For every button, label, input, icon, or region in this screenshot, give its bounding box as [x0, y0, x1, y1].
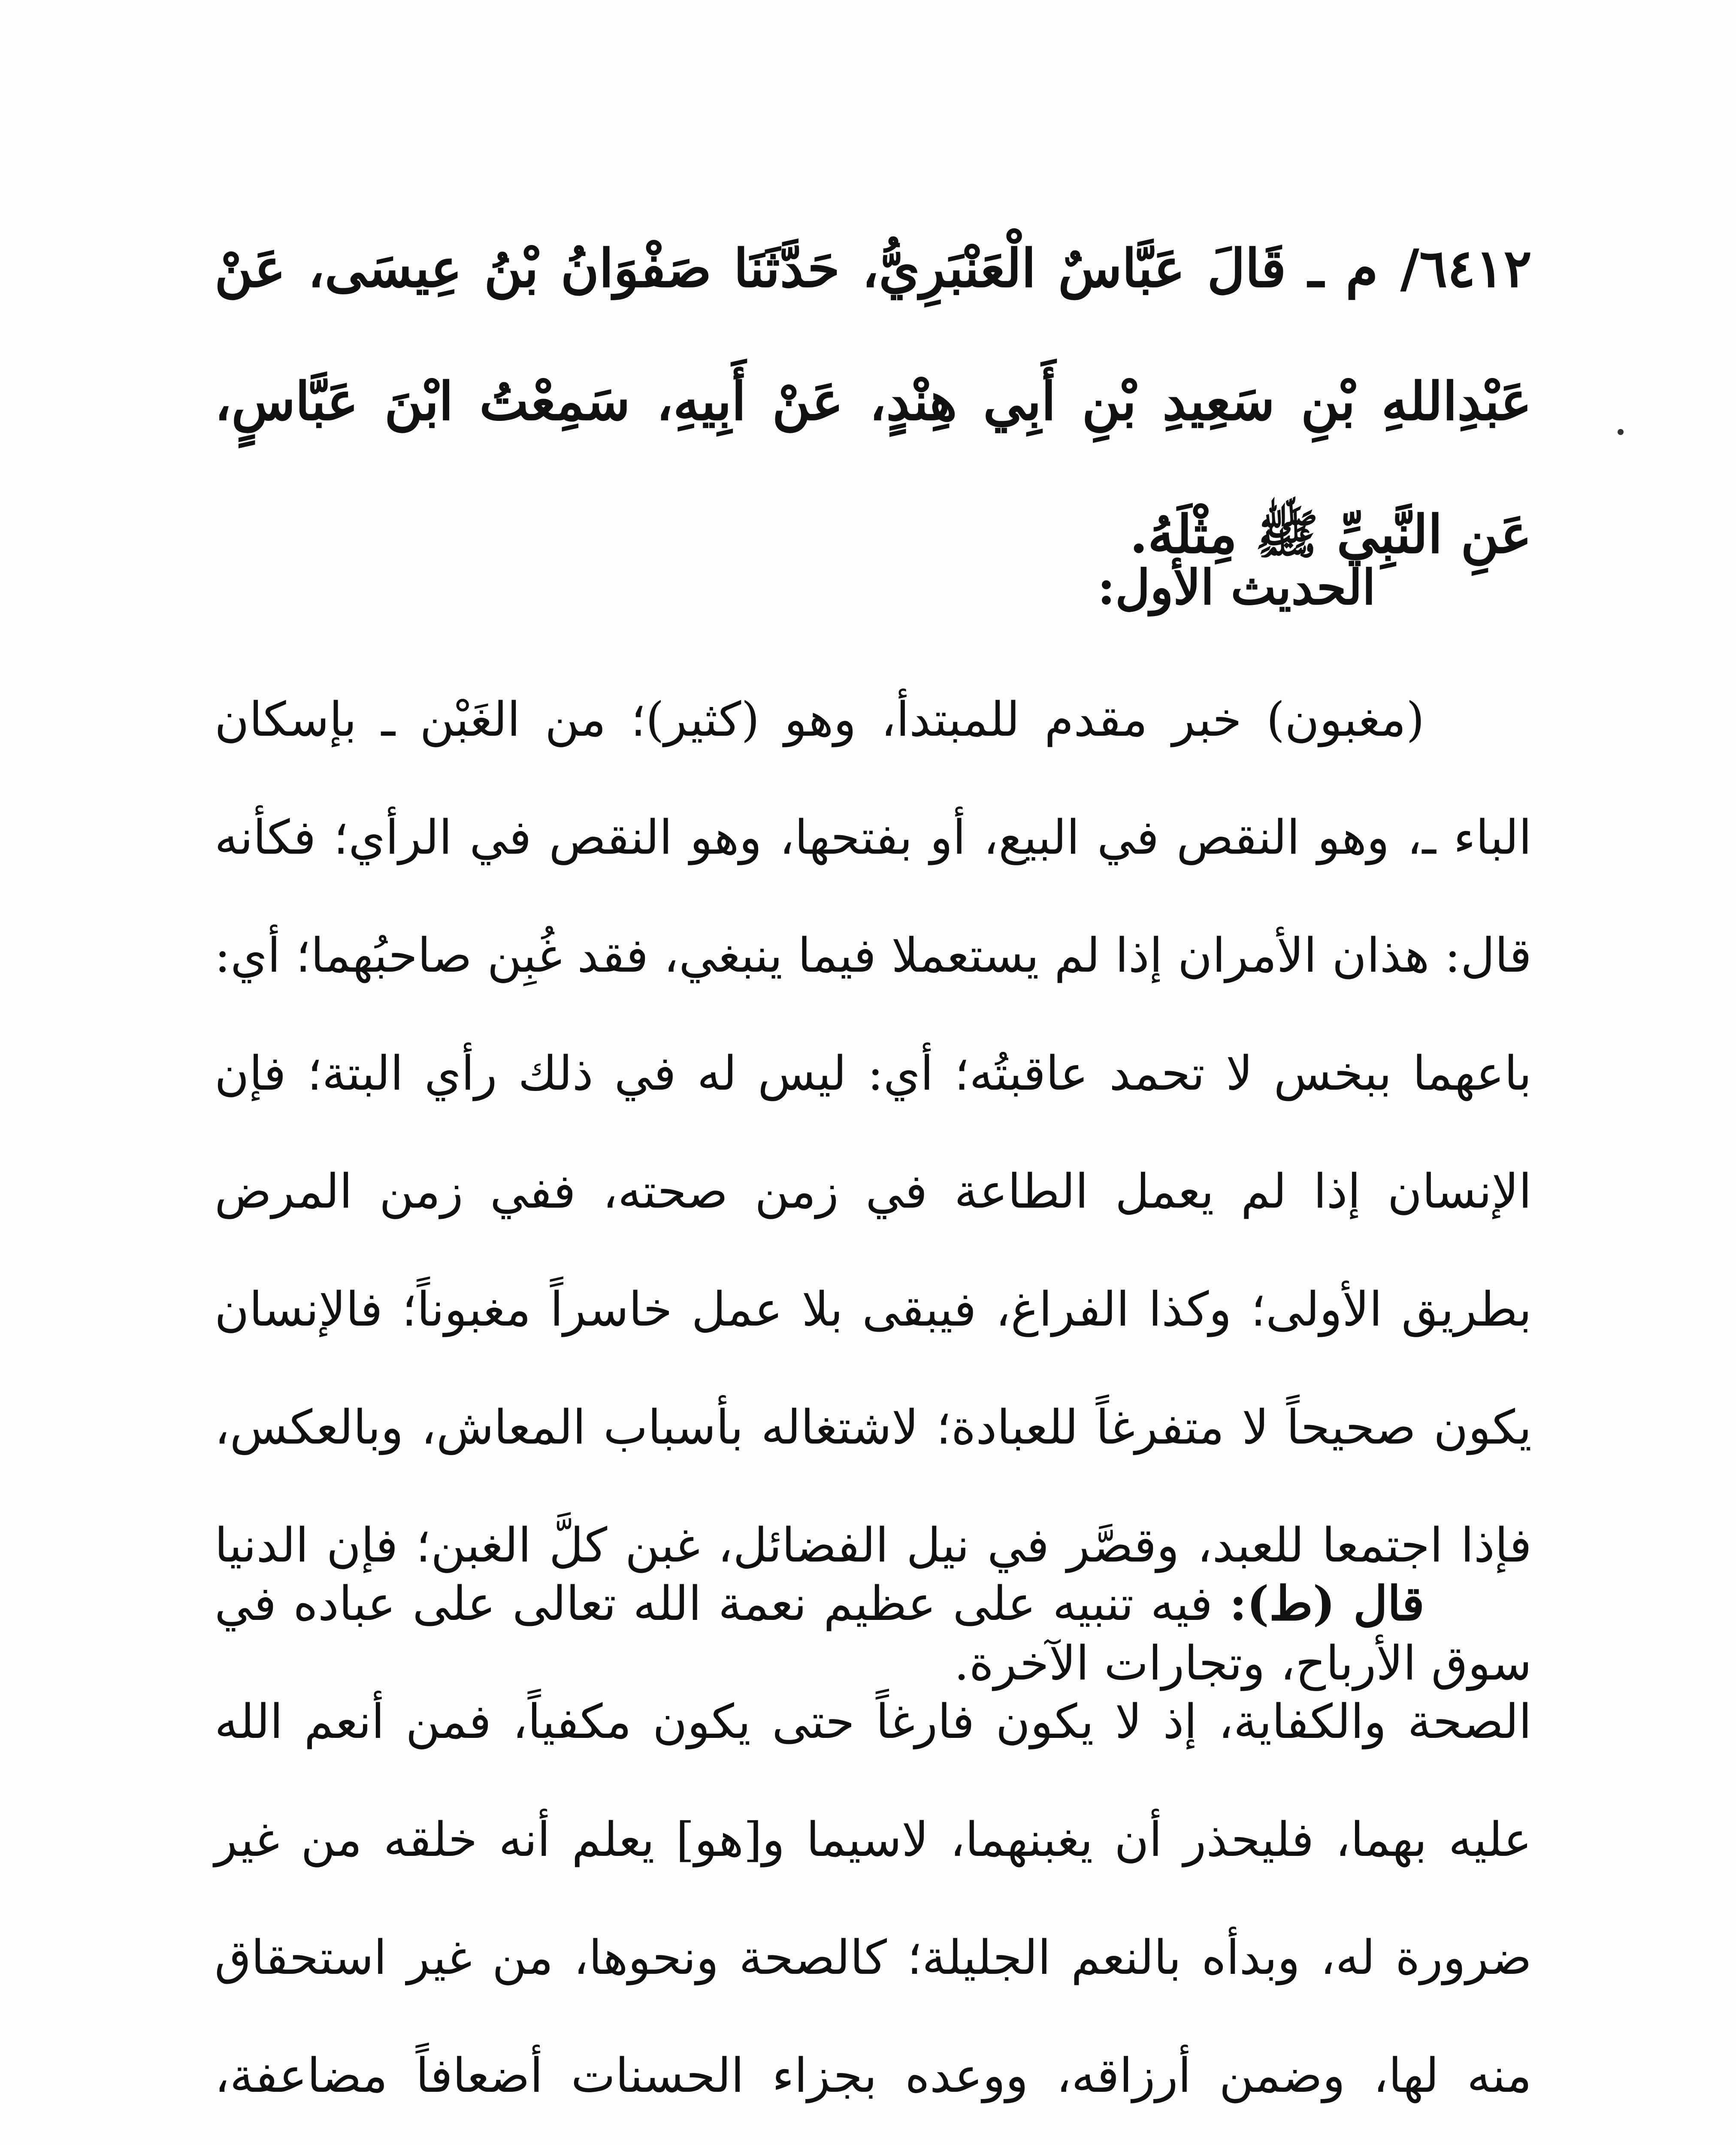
hadith-text-block — [215, 202, 1532, 601]
scan-speck — [1618, 429, 1624, 435]
paragraph-2-text: فيه تنبيه على عظيم نعمة الله تعالى على عباده في الصحة والكفاية، إذ لا يكون فارغاً حتى يكون مكفياً، فمن أنعم الله عليه بهما، فليحذر أن يغبنهما، لاسيما و[هو] يعلم أنه خلقه من غير ضرورة له، وبدأه بالنعم الجليلة؛ كالصحة ونحوها، من غير استحقاق منه لها، وضمن أرزاقه، ووعده بجزاء الحسنات أضعافاً مضاعفة، — [215, 1576, 1532, 2103]
section-heading: الحديث الأول: — [1097, 559, 1376, 616]
hadith-text: ٦٤١٢/ م ـ قَالَ عَبَّاسٌ الْعَنْبَرِيُّ، حَدَّثَنَا صَفْوَانُ بْنُ عِيسَى، عَنْ عَبْدِاللهِ بْنِ سَعِيدِ بْنِ أَبِي هِنْدٍ، عَنْ أَبِيهِ، سَمِعْتُ ابْنَ عَبَّاسٍ، عَنِ النَّبِيِّ ﷺ مِثْلَهُ. — [215, 237, 1532, 565]
paragraph-1-text: (مغبون) خبر مقدم للمبتدأ، وهو (كثير)؛ من الغَبْن ـ بإسكان الباء ـ، وهو النقص في البيع، أو بفتحها، وهو النقص في الرأي؛ فكأنه قال: هذان الأمران إذا لم يستعملا فيما ينبغي، فقد غُبِن صاحبُهما؛ أي: باعهما ببخس لا تحمد عاقبتُه؛ أي: ليس له في ذلك رأي البتة؛ فإن الإنسان إذا لم يعمل الطاعة في زمن صحته، ففي زمن المرض بطريق الأولى؛ وكذا الفراغ، فيبقى بلا عمل خاسراً مغبوناً؛ فالإنسان يكون صحيحاً لا متفرغاً للعبادة؛ لاشتغاله بأسباب المعاش، وبالعكس، فإذا اجتمعا للعبد، وقصَّر في نيل الفضائل، غبن كلَّ الغبن؛ فإن الدنيا سوق الأرباح، وتجارات الآخرة. — [215, 692, 1532, 1691]
commentary-paragraph-2 — [215, 1544, 1532, 2145]
paragraph-2-label: قال (ط): — [1229, 1576, 1424, 1631]
paragraph-2-body — [215, 1544, 1532, 2145]
